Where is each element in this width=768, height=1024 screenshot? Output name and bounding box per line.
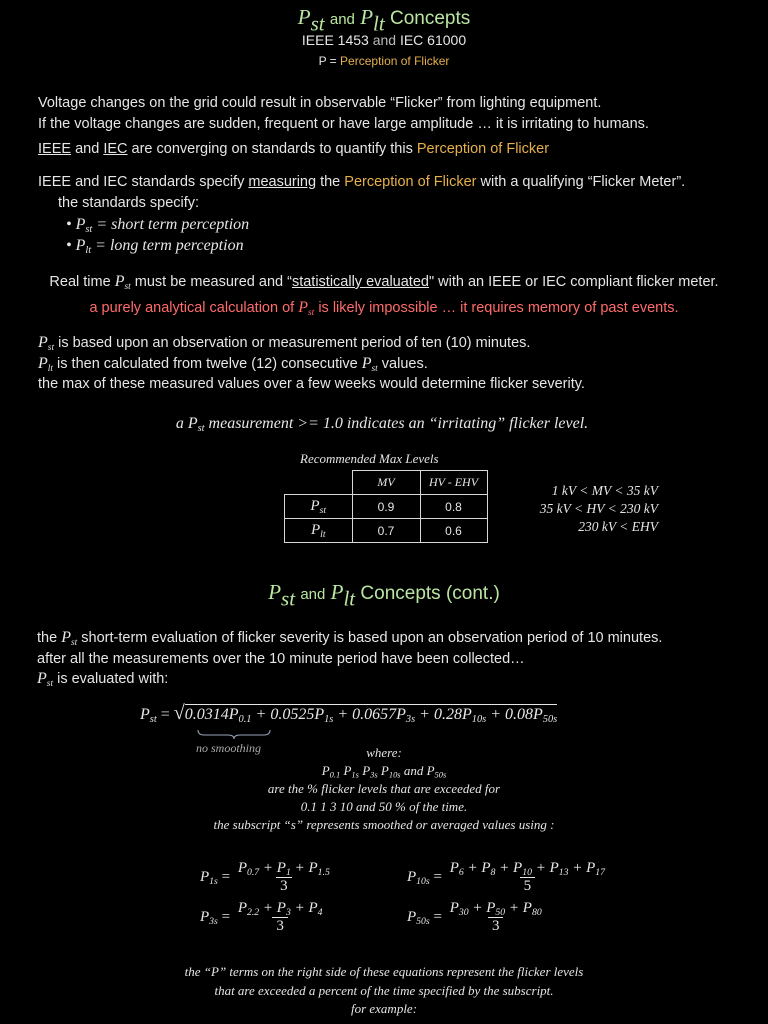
table-caption: Recommended Max Levels (300, 451, 439, 466)
no-smoothing-brace (196, 728, 272, 740)
max-levels-table (284, 470, 488, 543)
irritating-threshold: a $P_{st}$ measurement >= 1.0 indicates an “irritating” flicker level. (175, 415, 589, 435)
header-mv: MV (352, 471, 420, 495)
row-label-pst: $P_{st}$ (285, 495, 353, 519)
footer-explanation: the “P” terms on the right side of these equations represent the flicker levels that are exceeded a percent of the time specified by the subscript. for example: (184, 964, 584, 1016)
bullet-pst: • $P_{st}$ = short term perception (66, 216, 250, 236)
slide2-title: $P_{st}$ and $P_{lt}$ Concepts (cont.) (268, 580, 500, 611)
pst-formula: $P_{st} = √0.0314P_{0.1} + 0.0525P_{1s} + 0.0657P_{3s} + 0.28P_{10s} + 0.08P_{50s}$ (140, 702, 558, 726)
bullet-list (66, 214, 249, 256)
eq-p3s: $P_{3s}$ = $\frac{P_{2.2} + P_3 + P_4}{3}$ (200, 900, 323, 934)
row-label-plt: $P_{lt}$ (285, 519, 353, 543)
voltage-ranges: 1 kV < MV < 35 kV 35 kV < HV < 230 kV 230 kV < EHV (539, 483, 658, 534)
eq-p50s: $P_{50s}$ = $\frac{P_{30} + P_{50} + P_{80}}{3}$ (407, 900, 542, 934)
p-definition: P = Perception of Flicker (318, 54, 450, 68)
value-pst-mv: 0.9 (352, 495, 420, 519)
where-block: where: $P_{0.1}$ $P_{1s}$ $P_{3s}$ $P_{10s}$ and $P_{50s}$ are the % flicker levels that are exceeded for 0.1 1 3 10 and 50 % of the time. the subscript “s” represents smoothed or averaged values using : (0, 744, 768, 834)
realtime-statement: Real time $P_{st}$ must be measured and “statistically evaluated" with an IEEE or IEC compliant flicker meter. (49, 273, 719, 292)
value-plt-hv: 0.6 (420, 519, 487, 543)
eq-p10s: $P_{10s}$ = $\frac{P_6 + P_8 + P_{10} + P_{13} + P_{17}}{5}$ (407, 860, 606, 894)
where-vars: $P_{0.1}$ $P_{1s}$ $P_{3s}$ $P_{10s}$ and $P_{50s}$ (321, 763, 447, 780)
measurement-period: $P_{st}$ is based upon an observation or measurement period of ten (10) minutes. $P_{lt}$ is then calculated from twelve (12) consecutive $P_{st}$ values. the max of these measured values over a few weeks would determine flicker severity. (38, 334, 585, 392)
intro-paragraph: Voltage changes on the grid could result in observable “Flicker” from lighting equipment. If the voltage changes are sudden, frequent or have large amplitude … it is irritating to humans. (38, 95, 649, 132)
no-smoothing-label: no smoothing (196, 741, 262, 755)
bullet-plt: • $P_{lt}$ = long term perception (66, 237, 244, 257)
analytical-warning: a purely analytical calculation of $P_{st}$ is likely impossible … it requires memory of past events. (89, 299, 679, 318)
slide1-title: $P_{st}$ and $P_{lt}$ Concepts (297, 5, 471, 36)
slide1-subtitle: IEEE 1453 and IEC 61000 (301, 32, 467, 48)
value-pst-hv: 0.8 (420, 495, 487, 519)
header-hv-ehv: HV - EHV (420, 471, 487, 495)
value-plt-mv: 0.7 (352, 519, 420, 543)
eq-p1s: $P_{1s}$ = $\frac{P_{0.7} + P_1 + P_{1.5}}{3}$ (200, 860, 330, 894)
short-term-evaluation: the $P_{st}$ short-term evaluation of flicker severity is based upon an observation period of 10 minutes. after all the measurements over the 10 minute period have been collected… $P_{st}$ is evaluated with: (37, 629, 663, 689)
formula-radicand: $0.0314P_{0.1} + 0.0525P_{1s} + 0.0657P_{3s} + 0.28P_{10s} + 0.08P_{50s}$ (184, 706, 558, 726)
standards-converging: IEEE and IEC are converging on standards to quantify this Perception of Flicker (38, 141, 550, 157)
standards-specify: IEEE and IEC standards specify measuring the Perception of Flicker with a qualifying “Flicker Meter”. the standards specify: (38, 174, 686, 211)
